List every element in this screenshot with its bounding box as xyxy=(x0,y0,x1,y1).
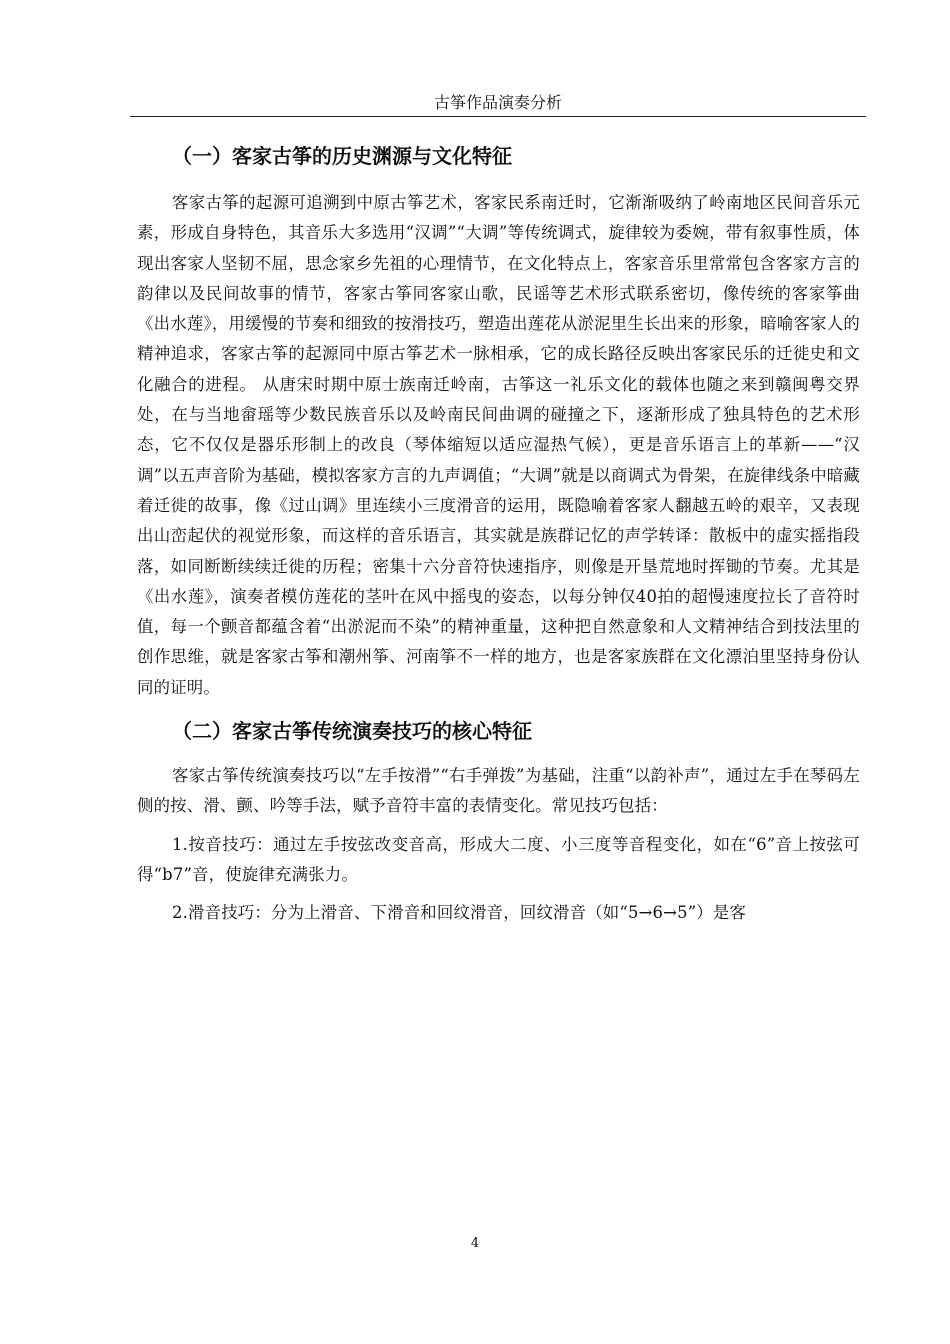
section-heading-techniques: （二）客家古筝传统演奏技巧的核心特征 xyxy=(172,719,532,744)
list-item-press-technique: 1.按音技巧：通过左手按弦改变音高，形成大二度、小三度等音程变化，如在“6”音上按弦可得“b7”音，使旋律充满张力。 xyxy=(137,834,860,884)
document-body xyxy=(137,142,860,929)
list-item-slide-technique: 2.滑音技巧：分为上滑音、下滑音和回纹滑音，回纹滑音（如“5→6→5”）是客 xyxy=(172,903,747,923)
body-paragraph-history: 客家古筝的起源可追溯到中原古筝艺术，客家民系南迁时，它渐渐吸纳了岭南地区民间音乐元素，形成自身特色，其音乐大多选用“汉调”“大调”等传统调式，旋律较为委婉，带有叙事性质，体现出客家人坚韧不屈，思念家乡先祖的心理情节，在文化特点上，客家音乐里常常包含客家方言的韵律以及民间故事的情节，客家古筝同客家山歌，民谣等艺术形式联系密切，像传统的客家筝曲《出水莲》，用缓慢的节奏和细致的按滑技巧，塑造出莲花从淤泥里生长出来的形象，暗喻客家人的精神追求，客家古筝的起源同中原古筝艺术一脉相承，它的成长路径反映出客家民乐的迁徙史和文化融合的进程。 从唐宋时期中原士族南迁岭南，古筝这一礼乐文化的载体也随之来到赣闽粤交界处，在与当地畲瑶等少数民族音乐以及岭南民间曲调的碰撞之下，逐渐形成了独具特色的艺术形态，它不仅仅是器乐形制上的改良（琴体缩短以适应湿热气候），更是音乐语言上的革新——“汉调”以五声音阶为基础，模拟客家方言的九声调值；“大调”就是以商调式为骨架，在旋律线条中暗藏着迁徙的故事，像《过山调》里连续小三度滑音的运用，既隐喻着客家人翻越五岭的艰辛，又表现出山峦起伏的视觉形象，而这样的音乐语言，其实就是族群记忆的声学转译：散板中的虚实摇指段落，如同断断续续迁徙的历程；密集十六分音符快速指序，则像是开垦荒地时挥锄的节奏。尤其是《出水莲》，演奏者模仿莲花的茎叶在风中摇曳的姿态，以每分钟仅40拍的超慢速度拉长了音符时值，每一个颤音都蕴含着“出淤泥而不染”的精神重量，这种把自然意象和人文精神结合到技法里的创作思维，就是客家古筝和潮州筝、河南筝不一样的地方，也是客家族群在文化漂泊里坚持身份认同的证明。 xyxy=(137,193,860,697)
body-paragraph-techniques-intro: 客家古筝传统演奏技巧以“左手按滑”“右手弹拨”为基础，注重“以韵补声”，通过左手在琴码左侧的按、滑、颤、吟等手法，赋予音符丰富的表情变化。常见技巧包括： xyxy=(137,766,860,816)
running-header xyxy=(130,92,866,117)
page-number: 4 xyxy=(470,1236,480,1251)
running-header-title: 古筝作品演奏分析 xyxy=(433,93,562,112)
section-heading-history: （一）客家古筝的历史渊源与文化特征 xyxy=(172,144,512,168)
